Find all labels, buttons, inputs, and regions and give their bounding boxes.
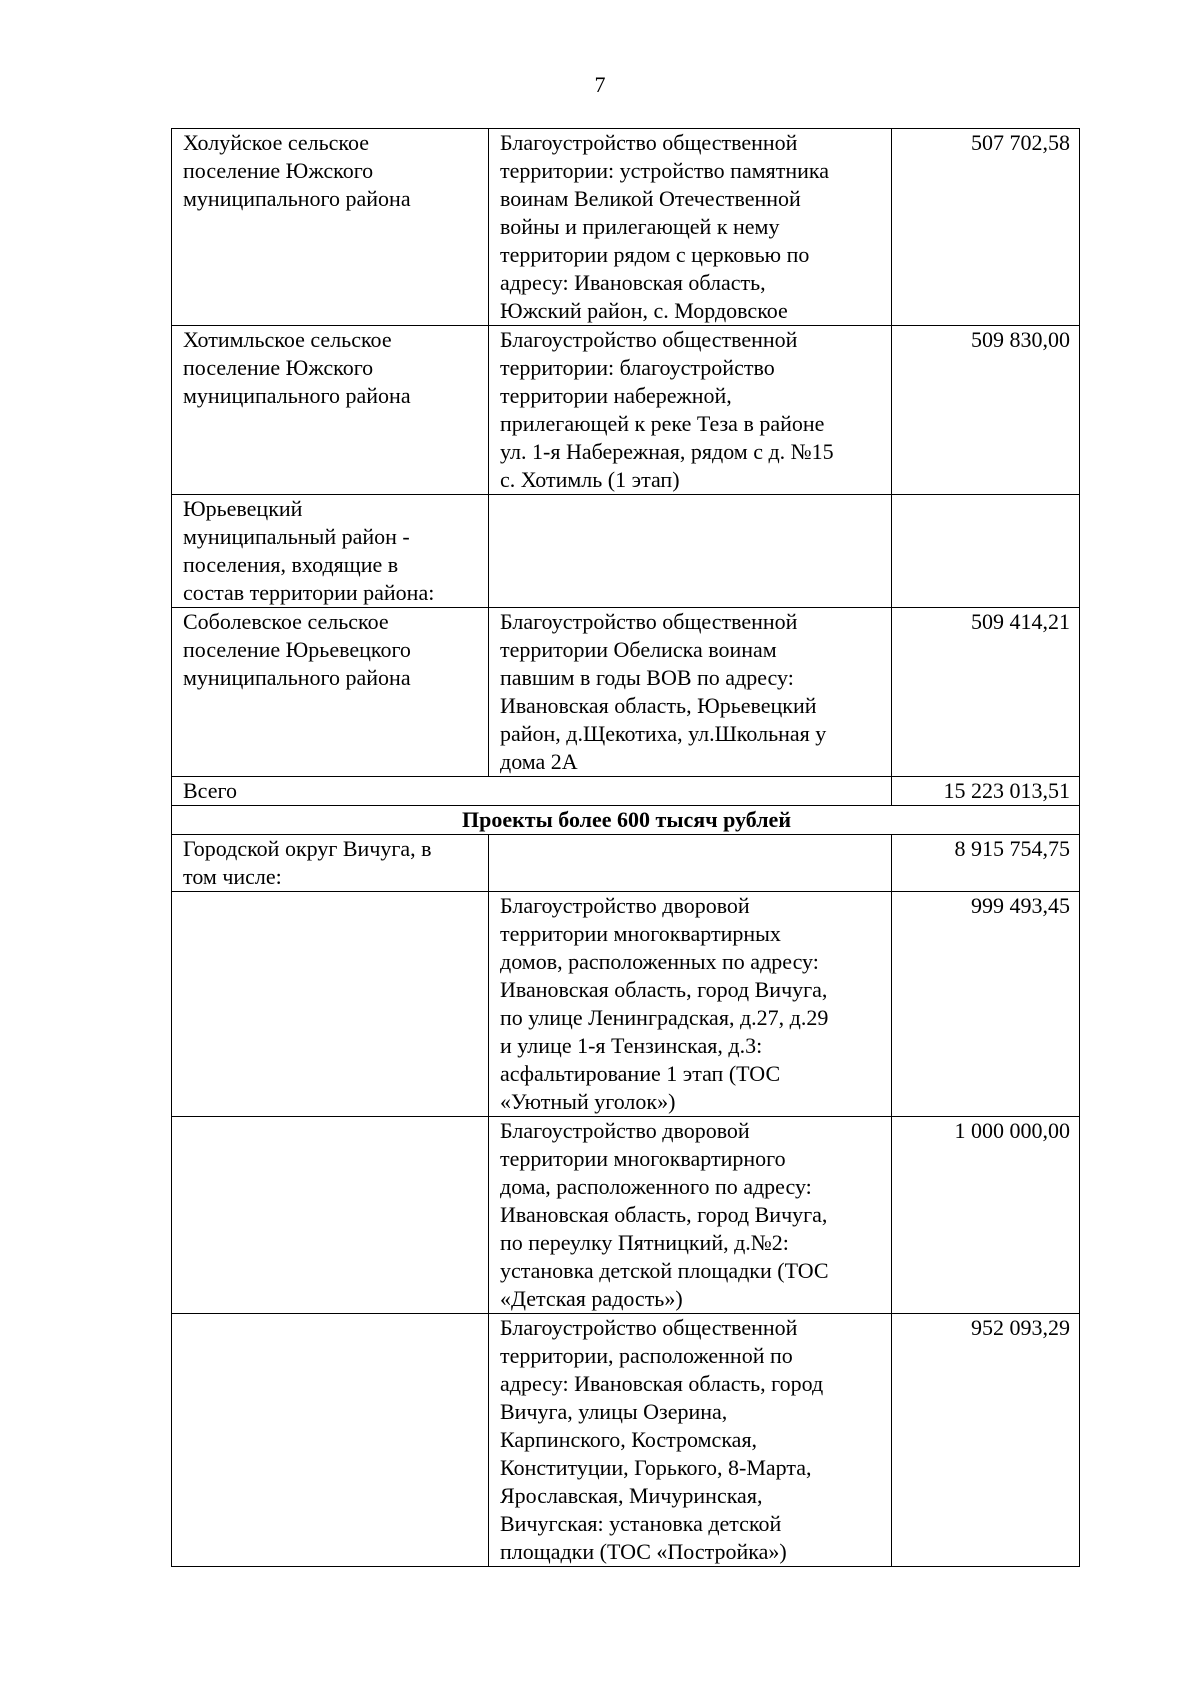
project-cell: Благоустройство общественной территории, расположенной по адресу: Ивановская область, город Вичуга, улицы Озерина, Карпинского, Костромская, Конституции, Горького, 8-Марта, Ярославская, Мичуринская, Вичугская: установка детской площадки (ТОС «Постройка»)	[489, 1314, 892, 1567]
section-heading: Проекты более 600 тысяч рублей	[172, 806, 1080, 835]
projects-table	[171, 128, 1080, 1567]
amount-cell: 999 493,45	[892, 892, 1080, 1117]
entity-cell	[172, 1117, 489, 1314]
total-row	[172, 777, 1080, 806]
amount-cell: 952 093,29	[892, 1314, 1080, 1567]
entity-cell: Городской округ Вичуга, в том числе:	[172, 835, 489, 892]
entity-cell: Холуйское сельское поселение Южского муниципального района	[172, 129, 489, 326]
table-row	[172, 129, 1080, 326]
table-row	[172, 608, 1080, 777]
table-row	[172, 835, 1080, 892]
project-cell	[489, 835, 892, 892]
section-heading-row	[172, 806, 1080, 835]
project-cell	[489, 495, 892, 608]
entity-cell	[172, 892, 489, 1117]
project-cell: Благоустройство дворовой территории многоквартирного дома, расположенного по адресу: Ивановская область, город Вичуга, по переулку Пятницкий, д.№2: установка детской площадки (ТОС «Детская радость»)	[489, 1117, 892, 1314]
project-cell: Благоустройство дворовой территории многоквартирных домов, расположенных по адресу: Ивановская область, город Вичуга, по улице Ленинградская, д.27, д.29 и улице 1-я Тензинская, д.3: асфальтирование 1 этап (ТОС «Уютный уголок»)	[489, 892, 892, 1117]
amount-cell	[892, 495, 1080, 608]
amount-cell: 509 830,00	[892, 326, 1080, 495]
page-number: 7	[594, 72, 606, 97]
project-cell: Благоустройство общественной территории Обелиска воинам павшим в годы ВОВ по адресу: Ивановская область, Юрьевецкий район, д.Щекотиха, ул.Школьная у дома 2А	[489, 608, 892, 777]
entity-cell: Юрьевецкий муниципальный район - поселения, входящие в состав территории района:	[172, 495, 489, 608]
table-row	[172, 326, 1080, 495]
project-cell: Благоустройство общественной территории: устройство памятника воинам Великой Отечественной войны и прилегающей к нему территории рядом с церковью по адресу: Ивановская область, Южский район, с. Мордовское	[489, 129, 892, 326]
amount-cell: 509 414,21	[892, 608, 1080, 777]
table-row	[172, 1117, 1080, 1314]
entity-cell: Хотимльское сельское поселение Южского муниципального района	[172, 326, 489, 495]
table-row	[172, 495, 1080, 608]
total-label: Всего	[172, 777, 892, 806]
amount-cell: 507 702,58	[892, 129, 1080, 326]
project-cell: Благоустройство общественной территории: благоустройство территории набережной, прилегающей к реке Теза в районе ул. 1-я Набережная, рядом с д. №15 с. Хотимль (1 этап)	[489, 326, 892, 495]
entity-cell	[172, 1314, 489, 1567]
total-amount: 15 223 013,51	[892, 777, 1080, 806]
amount-cell: 1 000 000,00	[892, 1117, 1080, 1314]
amount-cell: 8 915 754,75	[892, 835, 1080, 892]
entity-cell: Соболевское сельское поселение Юрьевецкого муниципального района	[172, 608, 489, 777]
table-row	[172, 892, 1080, 1117]
table-row	[172, 1314, 1080, 1567]
